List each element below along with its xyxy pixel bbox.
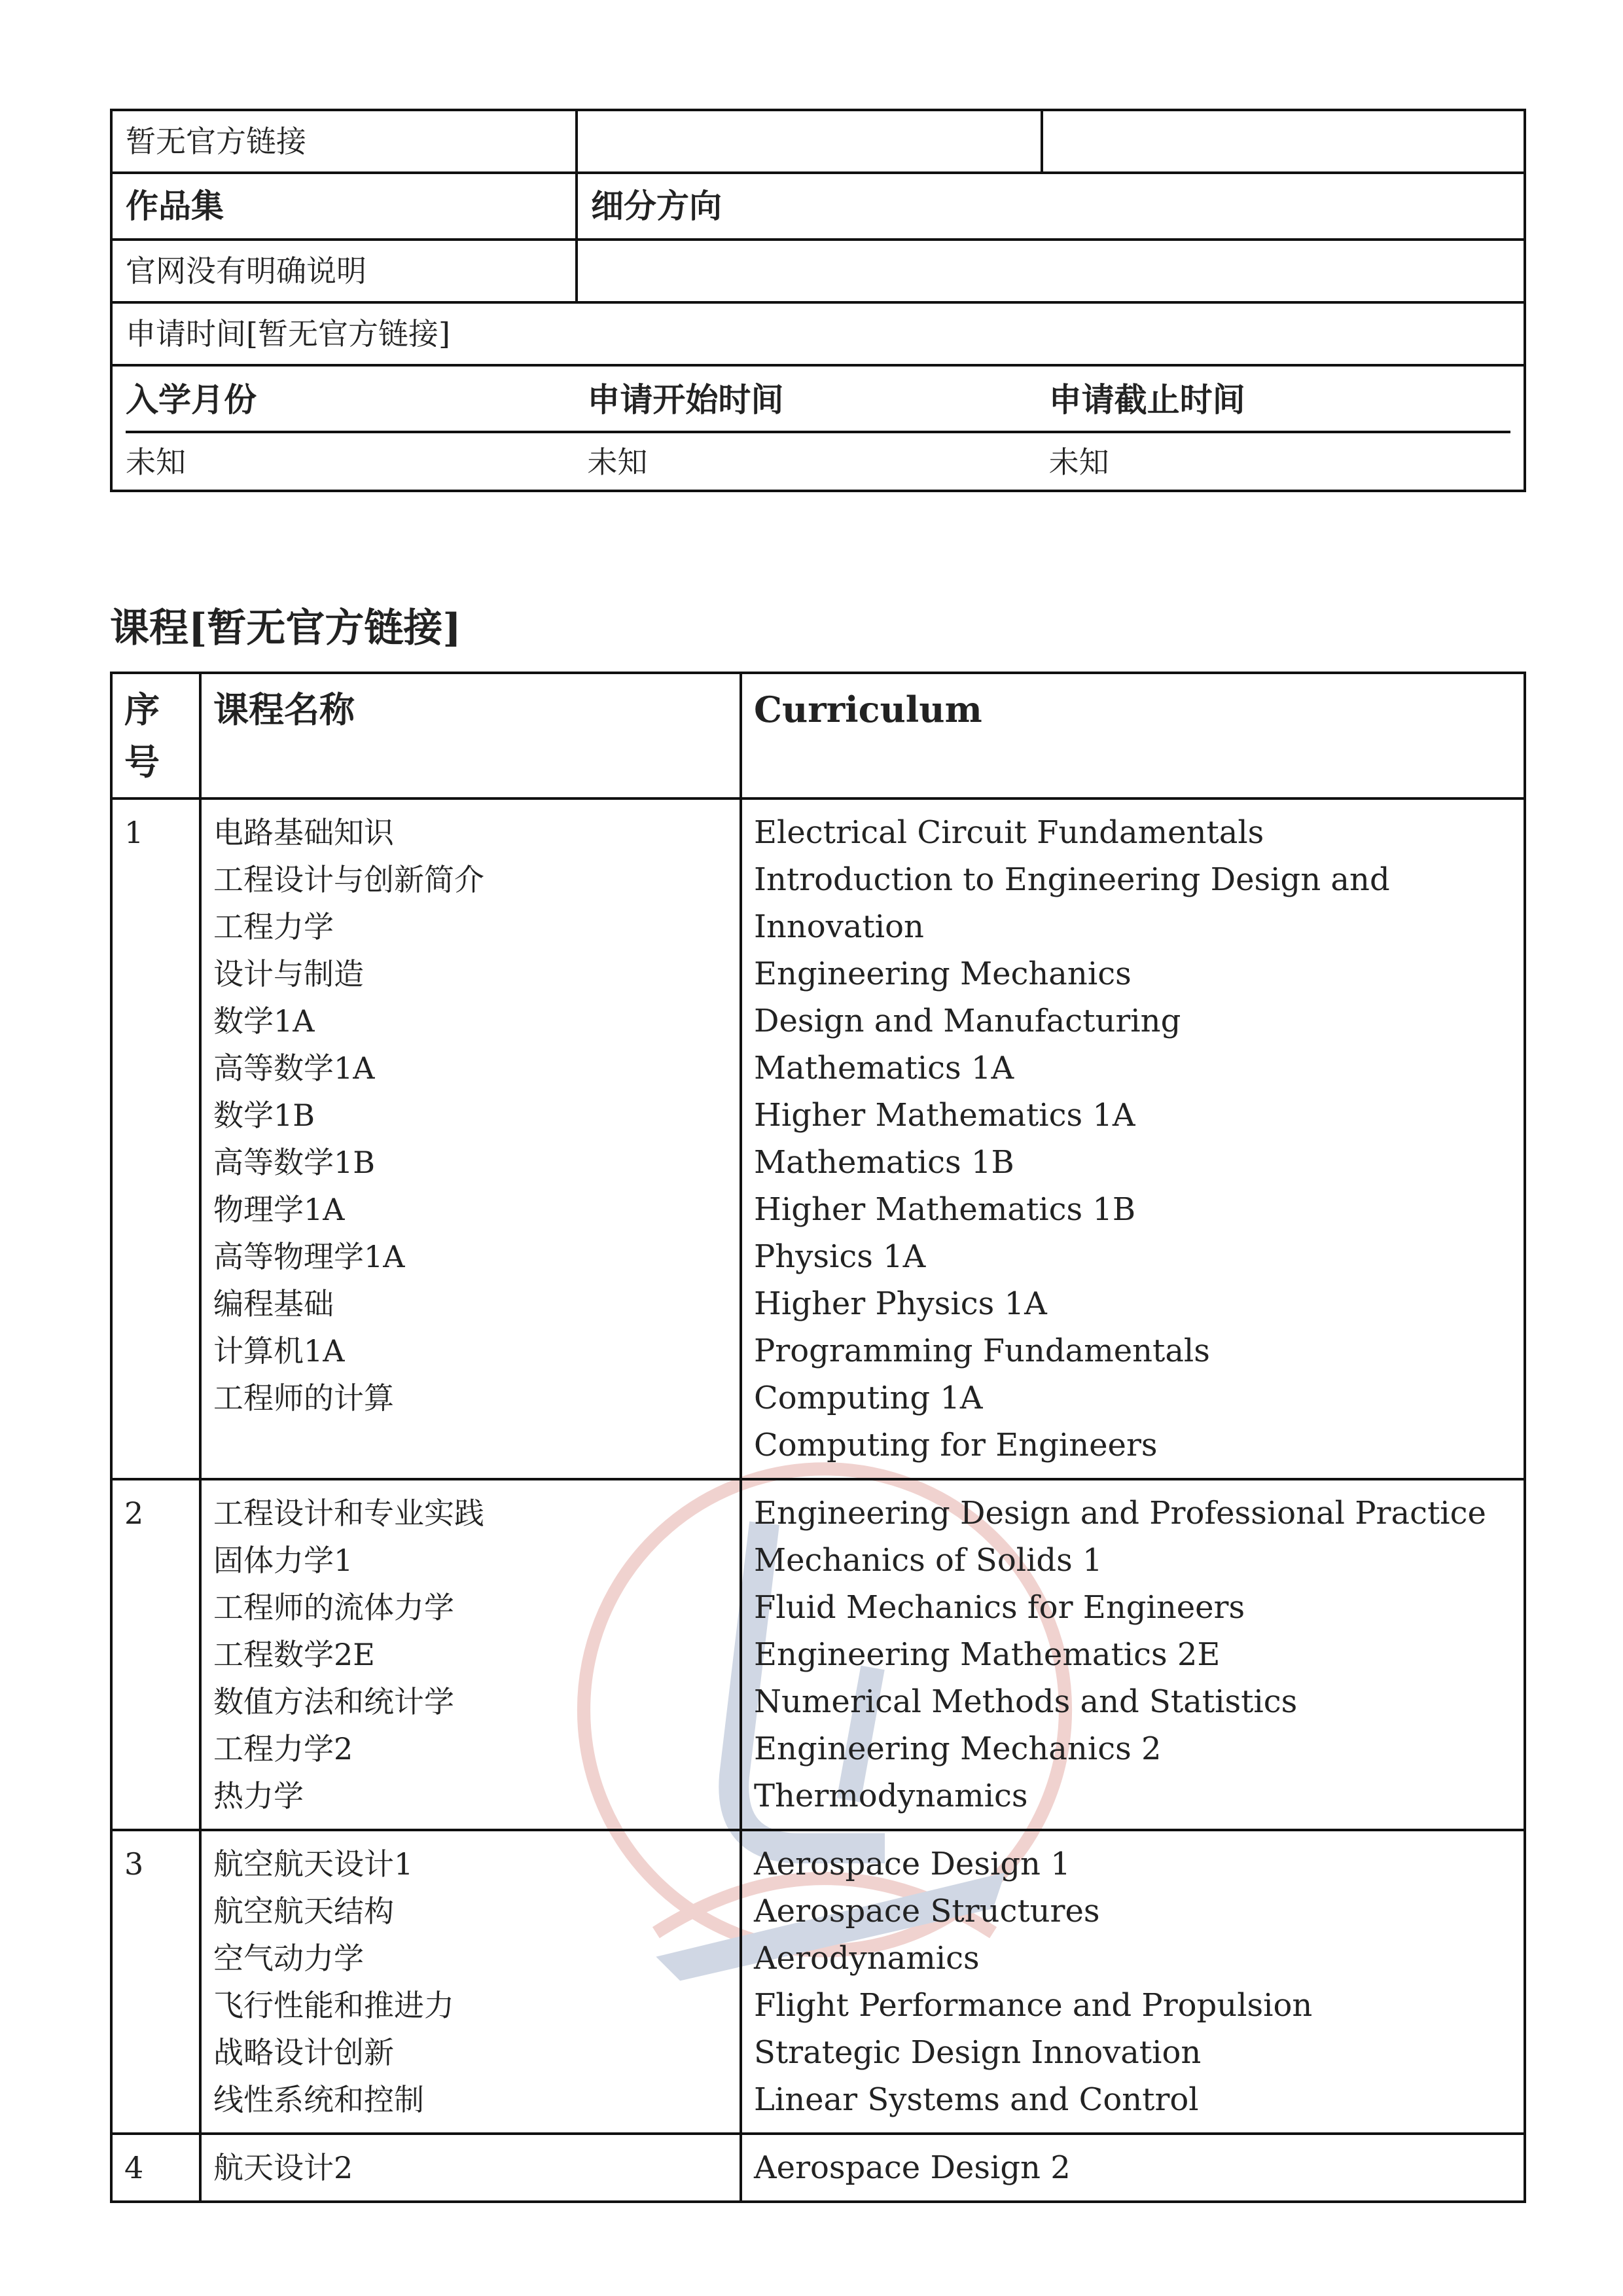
list-item: Mathematics 1B bbox=[754, 1144, 1014, 1181]
list-item: Aerospace Design 1 bbox=[754, 1846, 1071, 1882]
course-list-cn bbox=[213, 1840, 728, 2123]
list-item: 热力学 bbox=[213, 1778, 304, 1814]
row-index: 3 bbox=[111, 1830, 200, 2134]
list-item: Higher Physics 1A bbox=[754, 1285, 1047, 1322]
list-item: 高等数学1A bbox=[213, 1050, 375, 1086]
deadline-value: 未知 bbox=[1048, 444, 1109, 480]
list-item: 固体力学1 bbox=[213, 1543, 353, 1578]
list-item: 计算机1A bbox=[213, 1333, 345, 1369]
empty-cell bbox=[1042, 110, 1525, 173]
deadline-header: 申请截止时间 bbox=[1048, 380, 1245, 419]
list-item: 工程数学2E bbox=[213, 1637, 375, 1672]
dates-cell bbox=[111, 365, 1525, 491]
portfolio-header: 作品集 bbox=[111, 173, 577, 240]
portfolio-value-row bbox=[111, 240, 1525, 302]
direction-header: 细分方向 bbox=[577, 173, 1525, 240]
course-names-cn-cell bbox=[200, 798, 741, 1479]
list-item: 高等数学1B bbox=[213, 1145, 376, 1180]
link-status-cell: 暂无官方链接 bbox=[111, 110, 577, 173]
list-item: Higher Mathematics 1A bbox=[754, 1097, 1135, 1134]
list-item: Engineering Mathematics 2E bbox=[754, 1636, 1221, 1673]
application-time-row bbox=[111, 302, 1525, 365]
list-item: Computing for Engineers bbox=[754, 1427, 1158, 1463]
course-name-header: 课程名称 bbox=[200, 673, 741, 798]
list-item: 工程力学 bbox=[213, 909, 334, 944]
index-header bbox=[111, 673, 200, 798]
curriculum-header: Curriculum bbox=[741, 673, 1525, 798]
list-item: 空气动力学 bbox=[213, 1941, 364, 1976]
list-item: Fluid Mechanics for Engineers bbox=[754, 1589, 1245, 1626]
portfolio-header-row bbox=[111, 173, 1525, 240]
list-item: Engineering Mechanics 2 bbox=[754, 1731, 1162, 1767]
list-item: 航空航天设计1 bbox=[213, 1846, 414, 1882]
curriculum-section-title: 课程[暂无官方链接] bbox=[110, 605, 461, 651]
list-item: 数值方法和统计学 bbox=[213, 1684, 454, 1719]
course-list-cn bbox=[213, 1490, 728, 1820]
list-item: Higher Mathematics 1B bbox=[754, 1191, 1136, 1228]
course-names-en-cell bbox=[741, 2134, 1525, 2202]
intake-month-value: 未知 bbox=[126, 444, 186, 480]
list-item: 工程力学2 bbox=[213, 1731, 353, 1767]
table-row bbox=[111, 1830, 1525, 2134]
course-names-cn-cell bbox=[200, 1830, 741, 2134]
course-list-en bbox=[754, 809, 1512, 1469]
course-names-en-cell bbox=[741, 1479, 1525, 1830]
course-list-en bbox=[754, 1490, 1512, 1820]
direction-value bbox=[577, 240, 1525, 302]
list-item: Engineering Mechanics bbox=[754, 956, 1132, 992]
index-header-text: 序号 bbox=[124, 689, 160, 783]
row-index: 4 bbox=[111, 2134, 200, 2202]
course-list-en bbox=[754, 1840, 1512, 2123]
list-item: Design and Manufacturing bbox=[754, 1003, 1181, 1039]
start-date-value: 未知 bbox=[587, 444, 648, 480]
list-item: 物理学1A bbox=[213, 1192, 345, 1227]
list-item: 工程师的流体力学 bbox=[213, 1590, 454, 1625]
list-item: 工程设计与创新简介 bbox=[213, 862, 484, 897]
table-row bbox=[111, 798, 1525, 1479]
list-item: 电路基础知识 bbox=[213, 815, 394, 850]
dates-header bbox=[126, 380, 1510, 433]
list-item: Aerodynamics bbox=[754, 1940, 980, 1977]
dates-values bbox=[126, 433, 1510, 480]
row-index: 1 bbox=[111, 798, 200, 1479]
list-item: Electrical Circuit Fundamentals bbox=[754, 814, 1264, 851]
list-item: Aerospace Structures bbox=[754, 1893, 1100, 1929]
dates-row bbox=[111, 365, 1525, 491]
list-item: Introduction to Engineering Design and Innovation bbox=[754, 861, 1390, 945]
list-item: Computing 1A bbox=[754, 1380, 983, 1416]
list-item: Mechanics of Solids 1 bbox=[754, 1542, 1103, 1579]
list-item: 战略设计创新 bbox=[213, 2035, 394, 2070]
list-item: 编程基础 bbox=[213, 1286, 334, 1321]
course-list-cn bbox=[213, 2144, 728, 2191]
list-item: 工程师的计算 bbox=[213, 1380, 394, 1416]
application-time-label: 申请时间[暂无官方链接] bbox=[111, 302, 1525, 365]
table-row bbox=[111, 2134, 1525, 2202]
list-item: Flight Performance and Propulsion bbox=[754, 1987, 1313, 2024]
list-item: Thermodynamics bbox=[754, 1778, 1028, 1814]
list-item: 飞行性能和推进力 bbox=[213, 1988, 454, 2023]
start-date-header: 申请开始时间 bbox=[587, 380, 784, 419]
curriculum-table bbox=[110, 672, 1526, 2203]
intake-month-header: 入学月份 bbox=[126, 380, 257, 419]
row-index: 2 bbox=[111, 1479, 200, 1830]
list-item: 线性系统和控制 bbox=[213, 2082, 424, 2117]
list-item: 航天设计2 bbox=[213, 2150, 353, 2185]
link-row bbox=[111, 110, 1525, 173]
course-names-cn-cell bbox=[200, 1479, 741, 1830]
list-item: Engineering Design and Professional Practice bbox=[754, 1495, 1486, 1532]
list-item: 工程设计和专业实践 bbox=[213, 1496, 484, 1531]
list-item: 航空航天结构 bbox=[213, 1893, 394, 1929]
course-names-en-cell bbox=[741, 798, 1525, 1479]
list-item: Mathematics 1A bbox=[754, 1050, 1014, 1086]
course-names-cn-cell bbox=[200, 2134, 741, 2202]
course-list-en bbox=[754, 2144, 1512, 2191]
list-item: Programming Fundamentals bbox=[754, 1333, 1210, 1369]
list-item: Physics 1A bbox=[754, 1238, 926, 1275]
course-list-cn bbox=[213, 809, 728, 1422]
empty-cell bbox=[577, 110, 1042, 173]
list-item: 高等物理学1A bbox=[213, 1239, 405, 1274]
list-item: Aerospace Design 2 bbox=[754, 2149, 1071, 2186]
portfolio-value: 官网没有明确说明 bbox=[111, 240, 577, 302]
admission-info-table bbox=[110, 109, 1526, 492]
curriculum-header-row bbox=[111, 673, 1525, 798]
list-item: 设计与制造 bbox=[213, 956, 364, 992]
table-row bbox=[111, 1479, 1525, 1830]
course-names-en-cell bbox=[741, 1830, 1525, 2134]
list-item: Strategic Design Innovation bbox=[754, 2034, 1202, 2071]
list-item: Numerical Methods and Statistics bbox=[754, 1683, 1298, 1720]
list-item: 数学1A bbox=[213, 1003, 315, 1039]
list-item: 数学1B bbox=[213, 1098, 315, 1133]
list-item: Linear Systems and Control bbox=[754, 2081, 1199, 2118]
